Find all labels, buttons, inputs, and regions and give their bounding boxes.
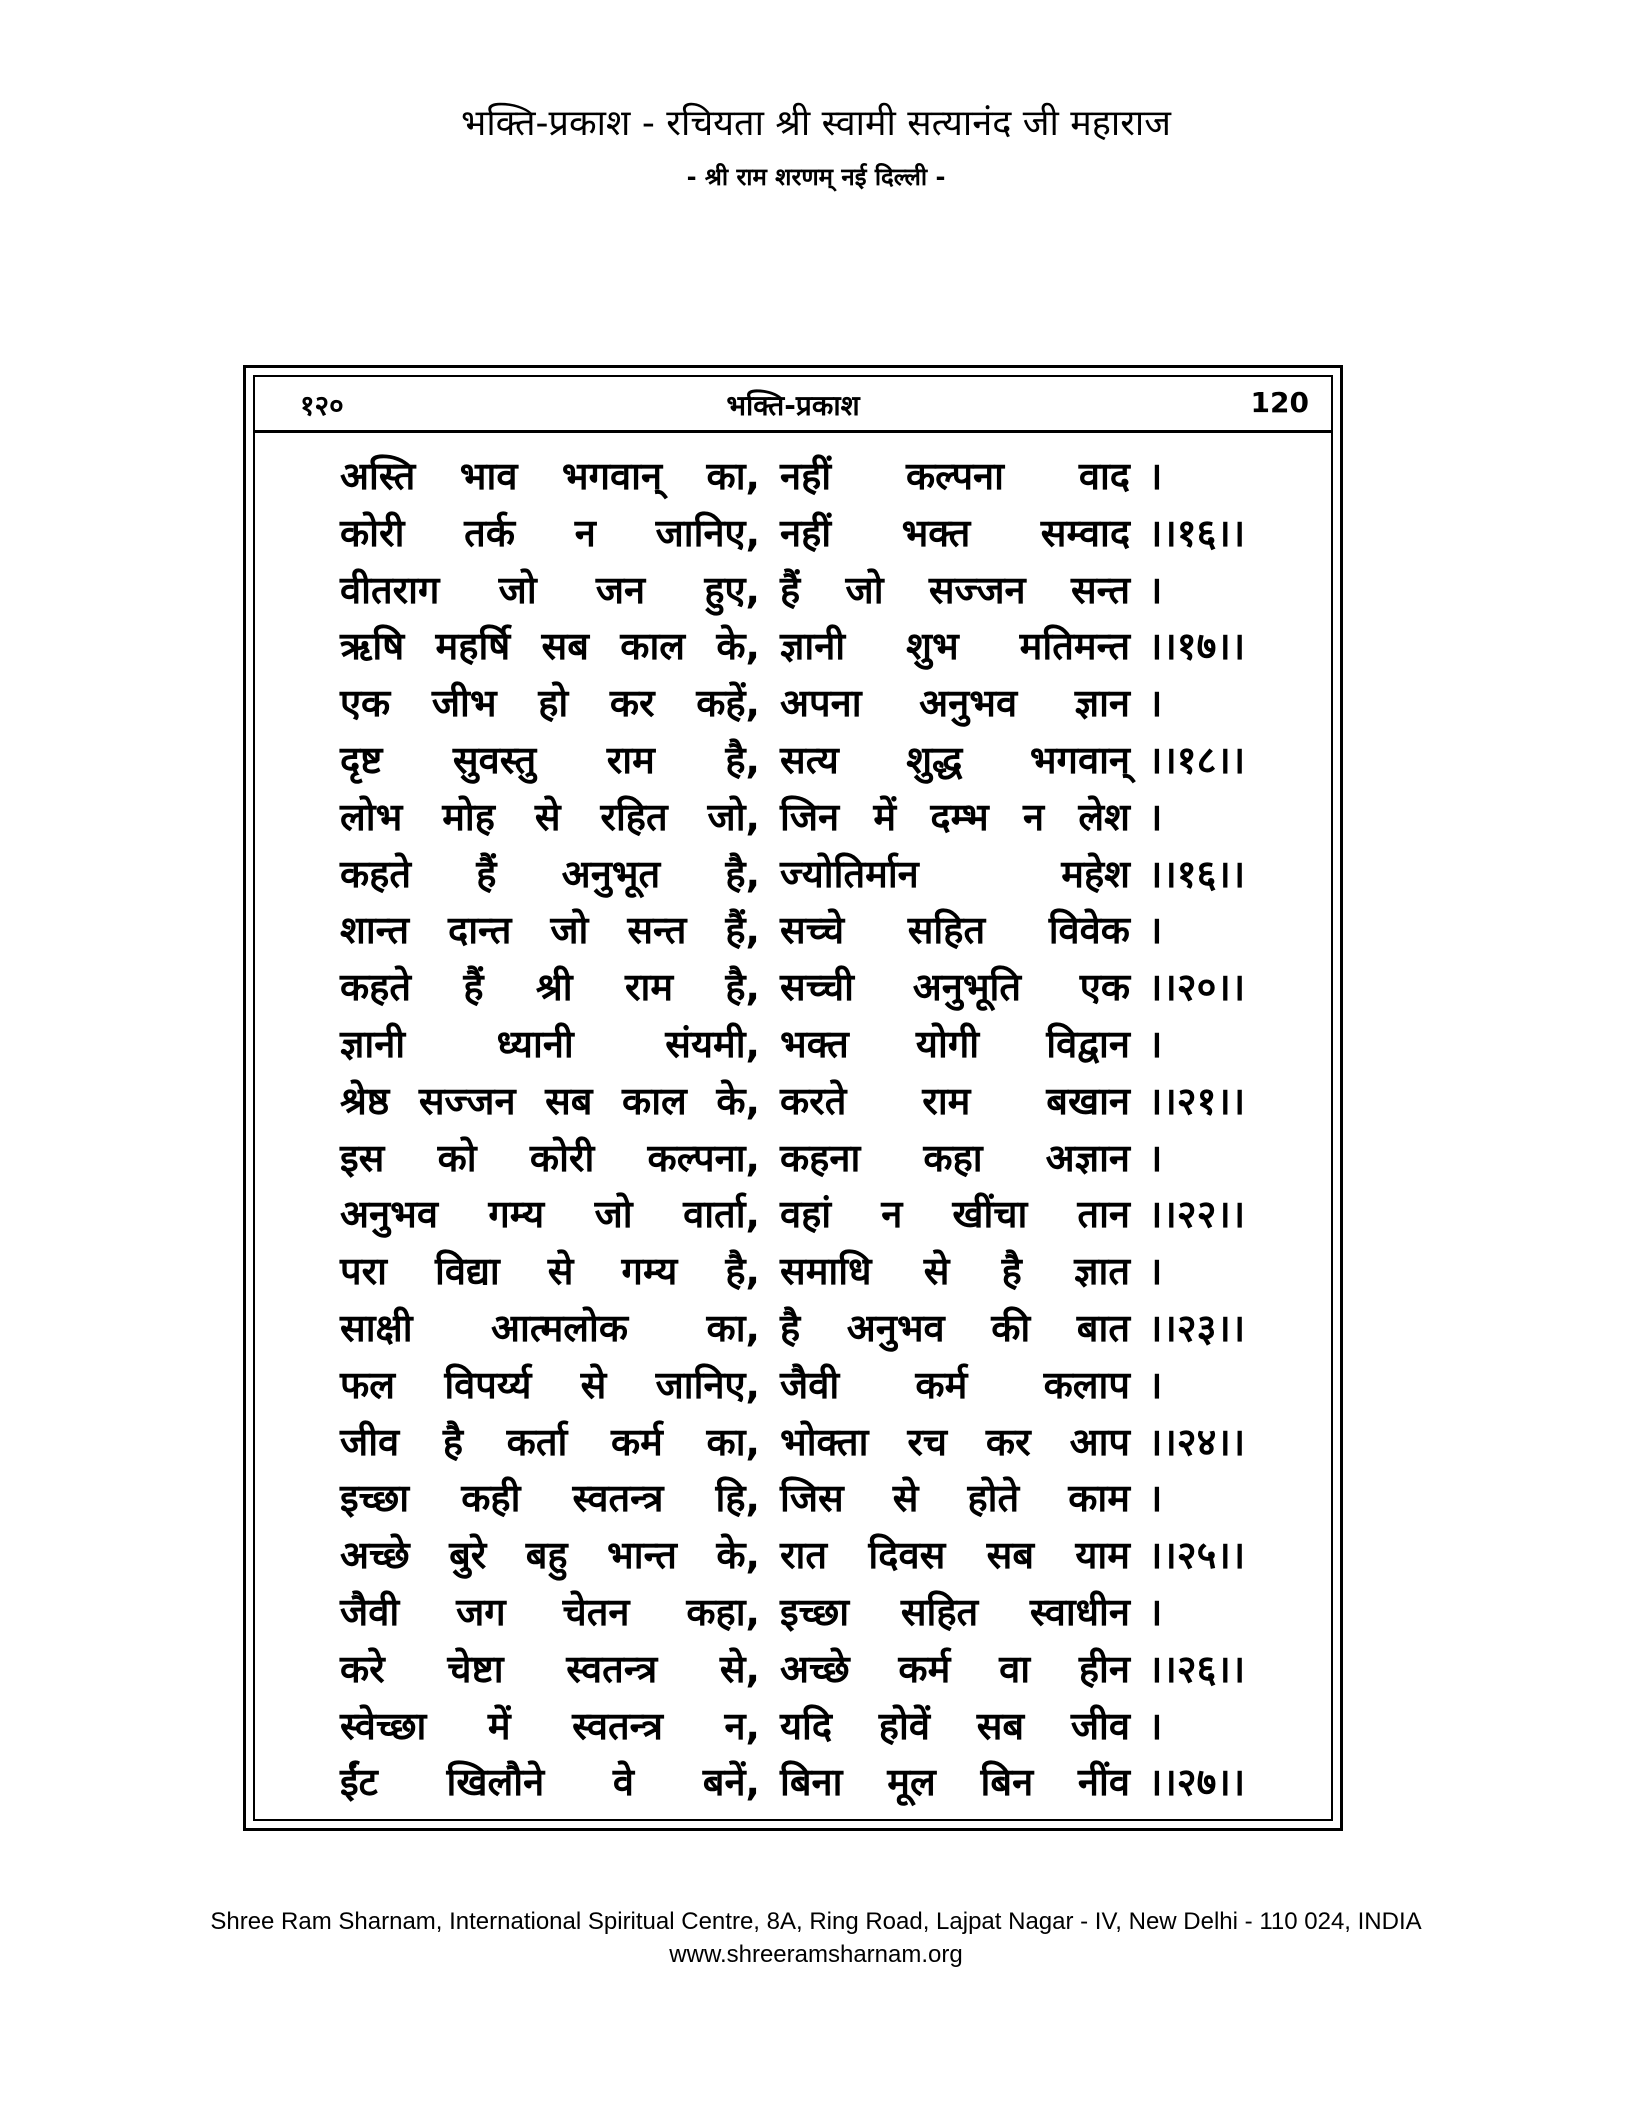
verse-marker: ।।१६।। bbox=[1148, 510, 1246, 555]
running-title: भक्ति-प्रकाश bbox=[726, 389, 860, 422]
verse-marker: । bbox=[1148, 1021, 1163, 1066]
verse-first-half: एक जीभ हो कर कहें, bbox=[340, 681, 760, 726]
verse-marker: ।।२३।। bbox=[1148, 1305, 1246, 1350]
verse-marker: ।।२७।। bbox=[1148, 1760, 1246, 1805]
verse-line bbox=[340, 675, 1260, 732]
verse-second-half: सच्ची अनुभूति एक bbox=[780, 965, 1130, 1010]
document-subtitle: - श्री राम शरणम् नई दिल्ली - bbox=[686, 163, 946, 191]
verse-marker: । bbox=[1148, 908, 1163, 953]
verse-marker: ।।१८।। bbox=[1148, 737, 1246, 782]
footer-website: www.shreeramsharnam.org bbox=[669, 1941, 963, 1968]
verse-second-half: बिना मूल बिन नींव bbox=[780, 1760, 1130, 1805]
verse-marker: । bbox=[1148, 1476, 1163, 1521]
verse-second-half: समाधि से है ज्ञात bbox=[780, 1249, 1130, 1294]
verse-second-half: रात दिवस सब याम bbox=[780, 1533, 1130, 1578]
verse-first-half: वीतराग जो जन हुए, bbox=[340, 567, 760, 612]
verse-marker: । bbox=[1148, 1589, 1163, 1634]
verse-first-half: इच्छा कही स्वतन्त्र हि, bbox=[340, 1476, 760, 1521]
verse-line bbox=[340, 1073, 1260, 1130]
verse-first-half: ज्ञानी ध्यानी संयमी, bbox=[340, 1021, 760, 1066]
verse-line bbox=[340, 1300, 1260, 1357]
verse-line bbox=[340, 1130, 1260, 1187]
verse-first-half: श्रेष्ठ सज्जन सब काल के, bbox=[340, 1078, 760, 1123]
verse-marker: ।।२०।। bbox=[1148, 965, 1246, 1010]
verse-marker: । bbox=[1148, 681, 1163, 726]
verse-second-half: अपना अनुभव ज्ञान bbox=[780, 681, 1130, 726]
verse-first-half: इस को कोरी कल्पना, bbox=[340, 1135, 760, 1180]
verse-line bbox=[340, 846, 1260, 903]
verse-line bbox=[340, 1584, 1260, 1641]
verse-first-half: ऋषि महर्षि सब काल के, bbox=[340, 624, 760, 669]
verse-first-half: अस्ति भाव भगवान् का, bbox=[340, 454, 760, 498]
verse-second-half: भक्त योगी विद्वान bbox=[780, 1021, 1130, 1066]
verse-marker: ।।१७।। bbox=[1148, 624, 1246, 669]
verse-second-half: जिन में दम्भ न लेश bbox=[780, 794, 1130, 839]
verse-line bbox=[340, 789, 1260, 846]
verse-first-half: अनुभव गम्य जो वार्ता, bbox=[340, 1192, 760, 1237]
verse-second-half: जैवी कर्म कलाप bbox=[780, 1362, 1130, 1407]
verse-line bbox=[340, 1016, 1260, 1073]
verse-first-half: परा विद्या से गम्य है, bbox=[340, 1249, 760, 1294]
verse-first-half: कहते हैं अनुभूत है, bbox=[340, 851, 760, 896]
verse-second-half: हैं जो सज्जन सन्त bbox=[780, 567, 1130, 612]
document-title: भक्ति-प्रकाश - रचियता श्री स्वामी सत्यानंद जी महाराज bbox=[461, 103, 1171, 144]
verse-first-half: जैवी जग चेतन कहा, bbox=[340, 1589, 760, 1634]
page-number-arabic: 120 bbox=[1250, 386, 1309, 419]
verse-first-half: कोरी तर्क न जानिए, bbox=[340, 510, 760, 555]
verse-first-half: शान्त दान्त जो सन्त हैं, bbox=[340, 908, 760, 953]
verse-line bbox=[340, 1470, 1260, 1527]
verse-first-half: स्वेच्छा में स्वतन्त्र न, bbox=[340, 1703, 760, 1748]
verse-second-half: सच्चे सहित विवेक bbox=[780, 908, 1130, 953]
verse-marker: । bbox=[1148, 1362, 1163, 1407]
verse-line bbox=[340, 1641, 1260, 1698]
verse-second-half: ज्ञानी शुभ मतिमन्त bbox=[780, 624, 1130, 669]
verse-marker: । bbox=[1148, 567, 1163, 612]
verse-marker: ।।२६।। bbox=[1148, 1646, 1246, 1691]
verse-first-half: कहते हैं श्री राम है, bbox=[340, 965, 760, 1010]
verse-marker: । bbox=[1148, 794, 1163, 839]
verse-line bbox=[340, 562, 1260, 619]
verse-first-half: जीव है कर्ता कर्म का, bbox=[340, 1419, 760, 1464]
verse-second-half: सत्य शुद्ध भगवान् bbox=[780, 737, 1130, 782]
verse-line bbox=[340, 1414, 1260, 1471]
verse-marker: ।।१६।। bbox=[1148, 851, 1246, 896]
verse-first-half: फल विपर्य्य से जानिए, bbox=[340, 1362, 760, 1407]
verse-marker: । bbox=[1148, 1703, 1163, 1748]
verse-second-half: अच्छे कर्म वा हीन bbox=[780, 1646, 1130, 1691]
footer-address: Shree Ram Sharnam, International Spiritual Centre, 8A, Ring Road, Lajpat Nagar - IV, New Delhi - 110 024, INDIA bbox=[210, 1908, 1422, 1935]
verse-second-half: ज्योतिर्मान महेश bbox=[780, 851, 1130, 896]
verse-line bbox=[340, 448, 1260, 505]
verse-marker: । bbox=[1148, 454, 1163, 498]
verse-line bbox=[340, 902, 1260, 959]
verse-line bbox=[340, 1186, 1260, 1243]
verse-second-half: वहां न खींचा तान bbox=[780, 1192, 1130, 1237]
verse-second-half: इच्छा सहित स्वाधीन bbox=[780, 1589, 1130, 1634]
verse-second-half: कहना कहा अज्ञान bbox=[780, 1135, 1130, 1180]
verse-first-half: करे चेष्टा स्वतन्त्र से, bbox=[340, 1646, 760, 1691]
verse-first-half: ईंट खिलौने वे बनें, bbox=[340, 1760, 760, 1805]
verse-line bbox=[340, 1698, 1260, 1755]
header-divider bbox=[255, 430, 1331, 433]
verse-first-half: दृष्ट सुवस्तु राम है, bbox=[340, 737, 760, 782]
verse-second-half: भोक्ता रच कर आप bbox=[780, 1419, 1130, 1464]
verse-line bbox=[340, 618, 1260, 675]
verse-second-half: नहीं भक्त सम्वाद bbox=[780, 510, 1130, 555]
verse-first-half: लोभ मोह से रहित जो, bbox=[340, 794, 760, 839]
verse-first-half: अच्छे बुरे बहु भान्त के, bbox=[340, 1533, 760, 1578]
verse-line bbox=[340, 1754, 1260, 1811]
verse-second-half: करते राम बखान bbox=[780, 1078, 1130, 1123]
verse-marker: ।।२५।। bbox=[1148, 1533, 1246, 1578]
verse-second-half: नहीं कल्पना वाद bbox=[780, 454, 1130, 498]
verse-marker: ।।२१।। bbox=[1148, 1078, 1246, 1123]
page-number-devanagari: १२० bbox=[300, 389, 344, 422]
verse-marker: । bbox=[1148, 1249, 1163, 1294]
page-header bbox=[255, 382, 1331, 430]
verse-marker: ।।२४।। bbox=[1148, 1419, 1246, 1464]
verse-line bbox=[340, 732, 1260, 789]
verse-line bbox=[340, 959, 1260, 1016]
verse-list bbox=[340, 448, 1260, 1811]
verse-second-half: है अनुभव की बात bbox=[780, 1305, 1130, 1350]
verse-line bbox=[340, 1357, 1260, 1414]
verse-second-half: यदि होवें सब जीव bbox=[780, 1703, 1130, 1748]
verse-line bbox=[340, 1527, 1260, 1584]
verse-marker: ।।२२।। bbox=[1148, 1192, 1246, 1237]
verse-second-half: जिस से होते काम bbox=[780, 1476, 1130, 1521]
verse-first-half: साक्षी आत्मलोक का, bbox=[340, 1305, 760, 1350]
verse-line bbox=[340, 1243, 1260, 1300]
verse-line bbox=[340, 505, 1260, 562]
verse-marker: । bbox=[1148, 1135, 1163, 1180]
